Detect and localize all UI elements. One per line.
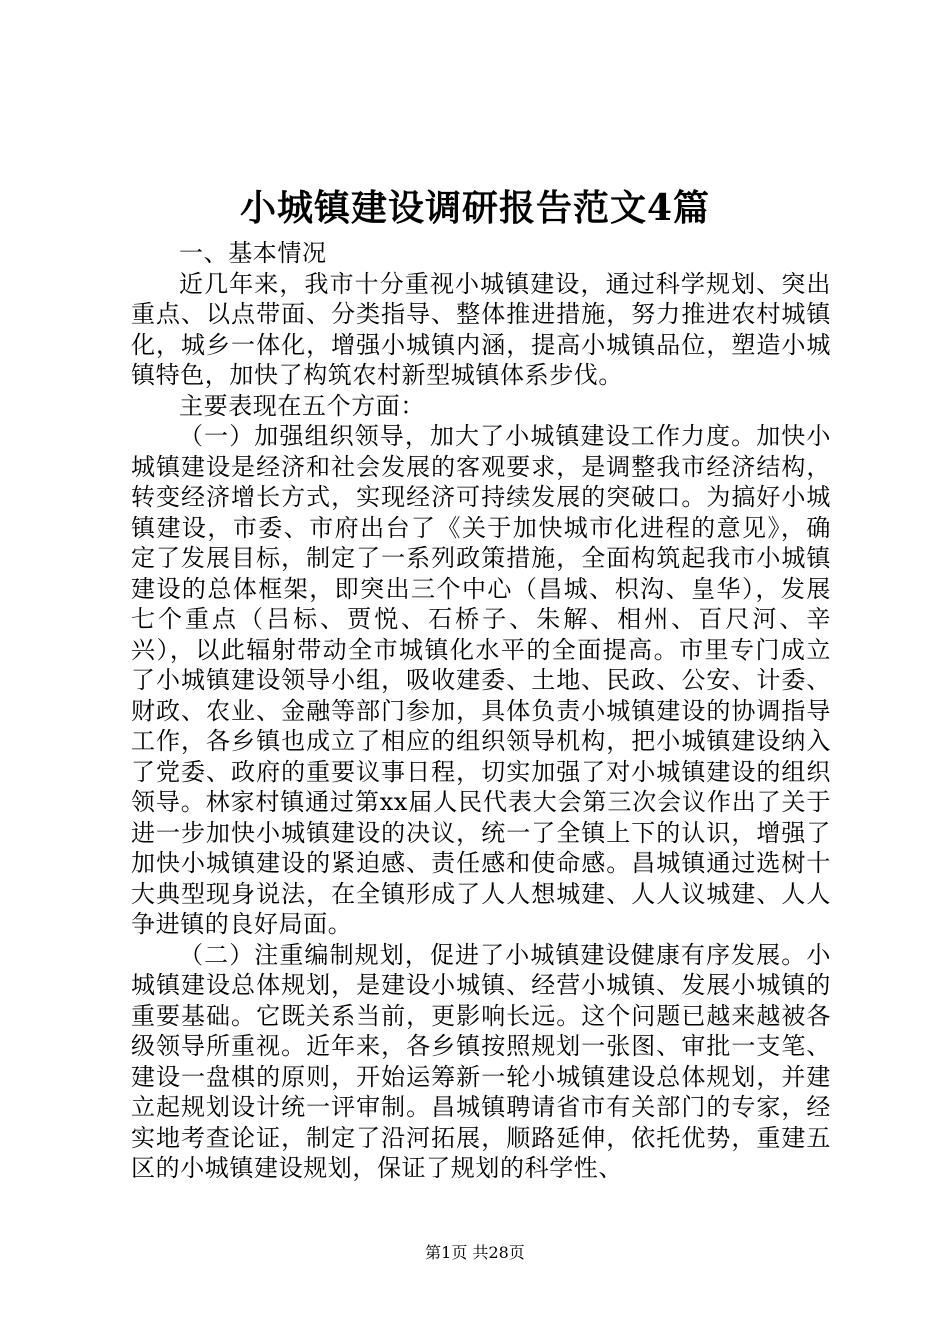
document-body <box>131 238 831 1184</box>
document-title: 小城镇建设调研报告范文4篇 <box>239 187 711 229</box>
paragraph: 近几年来，我市十分重视小城镇建设，通过科学规划、突出重点、以点带面、分类指导、整体推进措施，努力推进农村城镇化，城乡一体化，增强小城镇内涵，提高小城镇品位，塑造小城镇特色，加快了构筑农村新型城镇体系步伐。 <box>131 269 831 389</box>
paragraph: （二）注重编制规划，促进了小城镇建设健康有序发展。小城镇建设总体规划，是建设小城镇、经营小城镇、发展小城镇的重要基础。它既关系当前，更影响长远。这个问题已越来越被各级领导所重视。近年来，各乡镇按照规划一张图、审批一支笔、建设一盘棋的原则，开始运筹新一轮小城镇建设总体规划，并建立起规划设计统一评审制。昌城镇聘请省市有关部门的专家，经实地考查论证，制定了沿河拓展，顺路延伸，依托优势，重建五区的小城镇建设规划，保证了规划的科学性、 <box>131 940 831 1182</box>
section-heading: 一、基本情况 <box>179 239 327 267</box>
paragraph: （一）加强组织领导，加大了小城镇建设工作力度。加快小城镇建设是经济和社会发展的客观要求，是调整我市经济结构，转变经济增长方式，实现经济可持续发展的突破口。为搞好小城镇建设，市委、市府出台了《关于加快城市化进程的意见》，确定了发展目标，制定了一系列政策措施，全面构筑起我市小城镇建设的总体框架，即突出三个中心（昌城、枳沟、皇华），发展七个重点（吕标、贾悦、石桥子、朱解、相州、百尺河、辛兴），以此辐射带动全市城镇化水平的全面提高。市里专门成立了小城镇建设领导小组，吸收建委、土地、民政、公安、计委、财政、农业、金融等部门参加，具体负责小城镇建设的协调指导工作，各乡镇也成立了相应的组织领导机构，把小城镇建设纳入了党委、政府的重要议事日程，切实加强了对小城镇建设的组织领导。林家村镇通过第xx届人民代表大会第三次会议作出了关于进一步加快小城镇建设的决议，统一了全镇上下的认识，增强了加快小城镇建设的紧迫感、责任感和使命感。昌城镇通过选树十大典型现身说法，在全镇形成了人人想城建、人人议城建、人人争进镇的良好局面。 <box>131 422 831 938</box>
page-footer: 第1页 共28页 <box>425 1243 525 1262</box>
paragraph: 主要表现在五个方面： <box>179 391 425 420</box>
